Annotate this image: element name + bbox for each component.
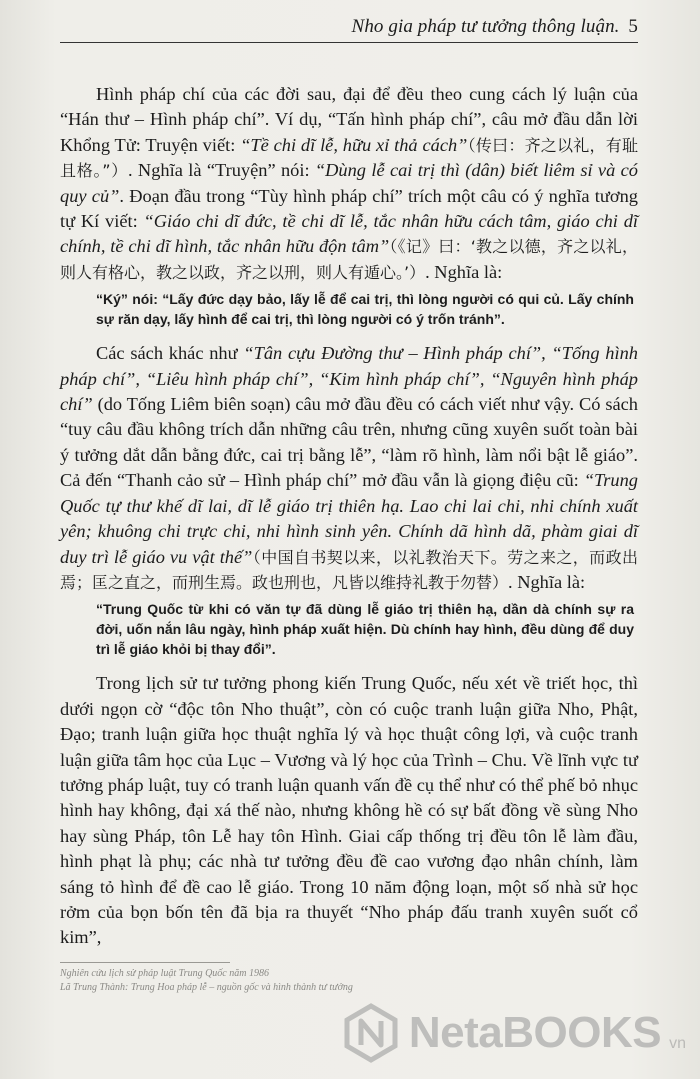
p2-chinese-1: （中国自书契以来，以礼教治天下。劳之来之，而政出焉；匡之直之，而刑生焉。政也刑也，凡皆以维持礼教于勿替） <box>60 547 638 592</box>
running-header <box>60 16 638 43</box>
watermark-brand: NetaBOOKS <box>408 1008 662 1057</box>
body-text <box>60 82 638 951</box>
p1-italic-3: “Giáo chi dĩ đức, tề chi dĩ lễ, tắc nhân hữu cách tâm, giáo chi dĩ chính, tề chi dĩ hình, tắc nhân hữu độn tâm” <box>60 211 638 257</box>
footnote-rule <box>60 962 230 963</box>
paragraph-1 <box>60 82 638 285</box>
footnote-line-1: Nghiên cứu lịch sử pháp luật Trung Quốc năm 1986 <box>60 968 269 979</box>
p1-italic-1: “Tề chi dĩ lễ, hữu xỉ thả cách” <box>240 134 468 155</box>
watermark-suffix: vn <box>669 1035 686 1052</box>
p1-text-4: . Nghĩa là: <box>425 261 503 282</box>
p2-text-1: Các sách khác như <box>96 343 244 364</box>
netabooks-logo-icon <box>341 1003 401 1063</box>
p1-text-3: . Đoạn đầu trong “Tùy hình pháp chí” trích một câu có ý nghĩa tương tự Kí viết: <box>60 185 638 232</box>
block-quote-2: “Trung Quốc từ khi có văn tự đã dùng lễ giáo trị thiên hạ, dần dà chính sự ra đời, uốn nắn lâu ngày, hình pháp xuất hiện. Dù chính hay hình, đều dùng để duy trì lễ giáo khỏi bị thay đổi”. <box>96 601 634 658</box>
p1-italic-2: “Dùng lễ cai trị thì (dân) biết liêm sỉ và có quy củ” <box>60 160 638 206</box>
watermark <box>341 1003 686 1063</box>
footnote-area <box>60 962 638 995</box>
paragraph-3: Trong lịch sử tư tưởng phong kiến Trung Quốc, nếu xét về triết học, thì dưới ngọn cờ “độc tôn Nho thuật”, còn có cuộc tranh luận giữa Nho, Phật, Đạo; tranh luận giữa học thuật nghĩa lý và học thuật công lợi, và cuộc tranh luận giữa tâm học của Lục – Vương và lý học của Trình – Chu. Về lĩnh vực tư tưởng pháp luật, tuy có tranh luận quanh vấn đề cụ thể như có thể phế bỏ nhục hình hay không, đại xá thế nào, nhưng không hề có sự bất đồng về sùng Nho hay sùng Pháp, tôn Lễ hay tôn Hình. Giai cấp thống trị đều tôn lễ làm đầu, hình phạt là phụ; các nhà tư tưởng đều đề cao vương đạo nhân chính, làm sáng tỏ hình để đề cao lễ giáo. Trong 10 năm động loạn, một số nhà sử học rởm của bọn bốn tên đã bịa ra thuyết “Nho pháp đấu tranh xuyên suốt cổ kim”, <box>60 673 638 948</box>
footnote-line-2: Lã Trung Thành: Trung Hoa pháp lễ – nguồn gốc và hình thành tư tưởng <box>60 982 353 993</box>
p1-chinese-2: （《记》曰：‘教之以德，齐之以礼，则人有格心，教之以政，齐之以刑，则人有遁心。’） <box>60 237 638 282</box>
p2-text-2: (do Tống Liêm biên soạn) câu mở đầu đều có cách viết như vậy. Có sách “tuy câu đầu không trích dẫn những câu trên, nhưng cũng xuyên suốt toàn bài ý tưởng dắt dẫn bằng đức, cai trị bằng lễ”, “làm rõ hình, làm nổi bật lễ giáo”. Cả đến “Thanh cảo sử – Hình pháp chí” mở đầu vẫn là giọng điệu cũ: <box>60 394 638 491</box>
page-number: 5 <box>628 16 638 37</box>
p2-italic-1: “Tân cựu Đường thư – Hình pháp chí”, “Tống hình pháp chí”, “Liêu hình pháp chí”, “Kim hình pháp chí”, “Nguyên hình pháp chí” <box>60 343 638 415</box>
paragraph-2 <box>60 341 638 595</box>
p1-text-1: Hình pháp chí của các đời sau, đại để đều theo cung cách lý luận của “Hán thư – Hình pháp chí”. Ví dụ, “Tấn hình pháp chí”, câu mở đầu dẫn lời Khổng Tử: Truyện viết: <box>60 84 638 155</box>
p1-chinese-1: （传曰：齐之以礼，有耻且格。”） <box>60 135 638 181</box>
p2-text-3: . Nghĩa là: <box>508 571 586 592</box>
p1-text-2: . Nghĩa là “Truyện” nói: <box>128 160 315 181</box>
block-quote-1: “Ký” nói: “Lấy đức dạy bảo, lấy lễ để cai trị, thì lòng người có qui củ. Lấy chính sự răn dạy, lấy hình để cai trị, thì lòng người có ý trốn tránh”. <box>96 291 634 328</box>
p2-italic-2: “Trung Quốc tự thư khế dĩ lai, dĩ lễ giáo trị thiên hạ. Lao chi lai chi, nhi chính xuất yên; khuông chi trực chi, nhi hình sinh yên. Chính dã hình dã, phàm giai dĩ duy trì lễ giáo vu vật thế” <box>60 470 638 567</box>
running-header-title: Nho gia pháp tư tưởng thông luận. <box>351 16 620 37</box>
